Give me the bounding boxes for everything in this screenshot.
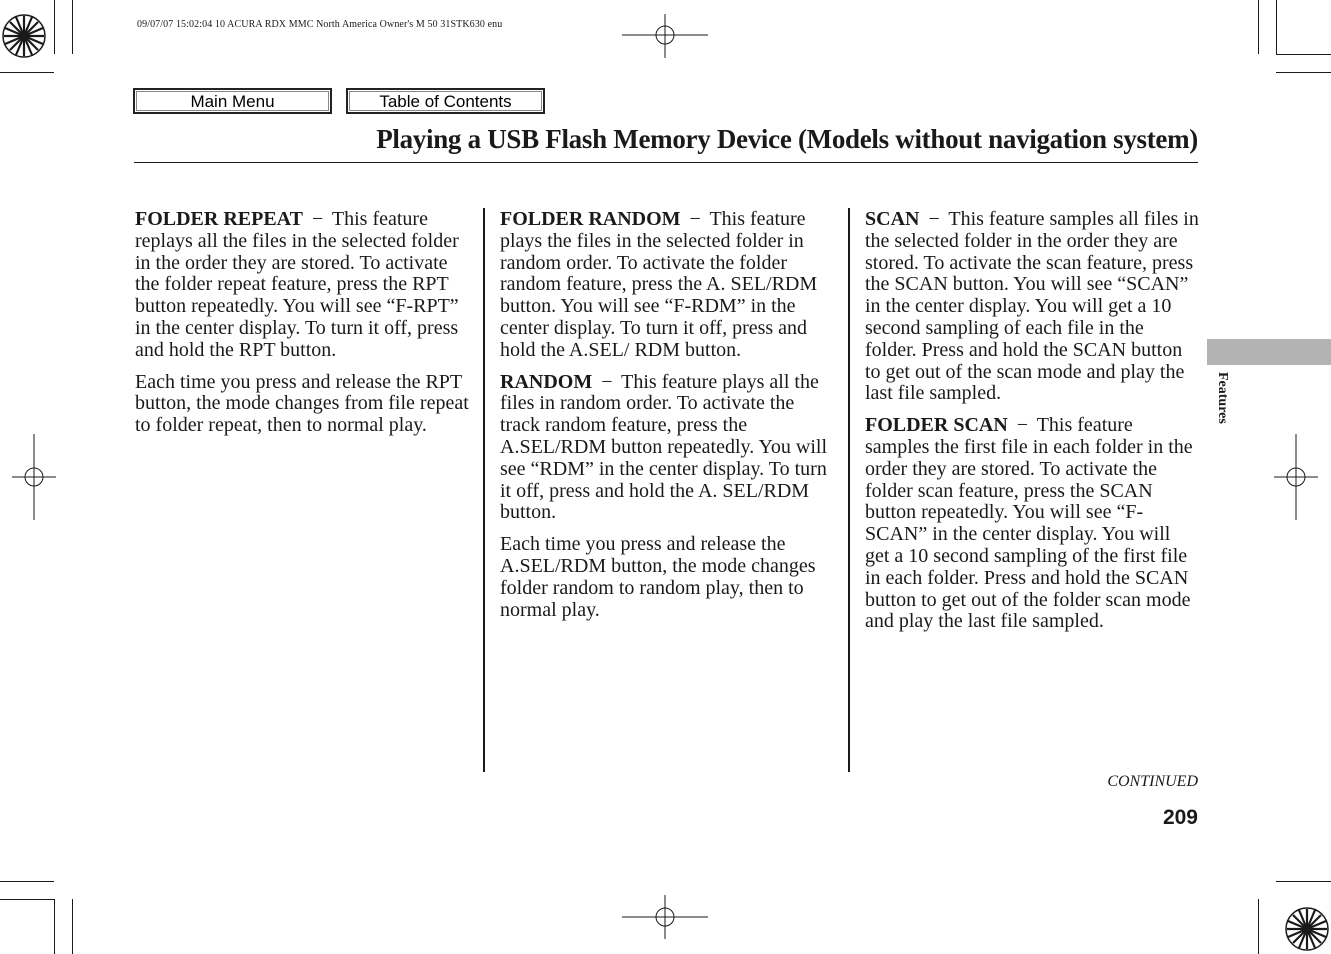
paragraph-text: Each time you press and release the A.SEL/RDM button, the mode changes folder random to random play, then to normal play. <box>500 533 816 621</box>
paragraph-text: This feature samples all files in the selected folder in the order they are stored. To activate the scan feature, press the SCAN button. You will see “SCAN” in the center display. You will get a 10 second sampling of each file in the folder. Press and hold the SCAN button to get out of the scan mode and play the last file sampled. <box>865 208 1199 405</box>
term-folder-random: FOLDER RANDOM <box>500 208 681 230</box>
title-rule <box>134 162 1198 163</box>
scan-paragraph <box>865 209 1199 405</box>
column-2 <box>500 209 834 631</box>
registration-mark-icon <box>0 12 48 60</box>
crosshair-icon <box>622 14 708 58</box>
term-folder-scan: FOLDER SCAN <box>865 414 1008 437</box>
dash: − <box>1016 414 1029 437</box>
section-tab-label: Features <box>1215 372 1230 424</box>
registration-mark-icon <box>1283 905 1331 953</box>
continued-label: CONTINUED <box>1107 773 1198 790</box>
term-folder-repeat: FOLDER REPEAT <box>135 208 303 230</box>
column-divider <box>483 208 485 772</box>
dash: − <box>928 208 940 230</box>
section-tab <box>1207 339 1331 365</box>
folder-scan-paragraph <box>865 415 1199 633</box>
crosshair-icon <box>1274 434 1318 520</box>
column-1 <box>135 209 469 447</box>
page-title: Playing a USB Flash Memory Device (Models without navigation system) <box>376 124 1198 154</box>
folder-random-paragraph <box>500 209 834 362</box>
column-divider <box>848 208 850 772</box>
term-random: RANDOM <box>500 370 593 393</box>
column-3 <box>865 209 1199 643</box>
paragraph-text: This feature plays all the files in random order. To activate the track random feature, press the A.SEL/RDM button repeatedly. You will see “RDM” in the center display. To turn it off, press and hold the A. SEL/RDM button. <box>500 370 828 524</box>
crosshair-icon <box>622 895 708 939</box>
mode-change-paragraph <box>500 534 834 621</box>
print-meta: 09/07/07 15:02:04 10 ACURA RDX MMC North America Owner's M 50 31STK630 enu <box>137 19 503 30</box>
dash: − <box>311 208 324 230</box>
random-paragraph <box>500 372 834 525</box>
dash: − <box>689 208 701 230</box>
paragraph-text: Each time you press and release the RPT button, the mode changes from file repeat to folder repeat, then to normal play. <box>135 370 469 437</box>
folder-repeat-paragraph <box>135 209 469 362</box>
main-menu-button[interactable]: Main Menu <box>133 88 332 114</box>
crosshair-icon <box>12 434 56 520</box>
paragraph-text: This feature plays the files in the selected folder in random order. To activate the folder random feature, press the A. SEL/RDM button. You will see “F-RDM” in the center display. To turn it off, press and hold the A.SEL/ RDM button. <box>500 208 818 361</box>
table-of-contents-button[interactable]: Table of Contents <box>346 88 545 114</box>
paragraph-text: This feature samples the first file in each folder in the order they are stored. To activate the folder scan feature, press the SCAN button repeatedly. You will see “F-SCAN” in the center display. You will get a 10 second sampling of the first file in each folder. Press and hold the SCAN button to get out of the folder scan mode and play the last file sampled. <box>865 414 1193 633</box>
term-scan: SCAN <box>865 208 920 230</box>
mode-change-paragraph <box>135 372 469 437</box>
page-number: 209 <box>1162 806 1198 829</box>
paragraph-text: This feature replays all the files in the selected folder in the order they are stored. To activate the folder repeat feature, press the RPT button repeatedly. You will see “F-RPT” in the center display. To turn it off, press and hold the RPT button. <box>135 208 459 361</box>
dash: − <box>601 370 613 393</box>
